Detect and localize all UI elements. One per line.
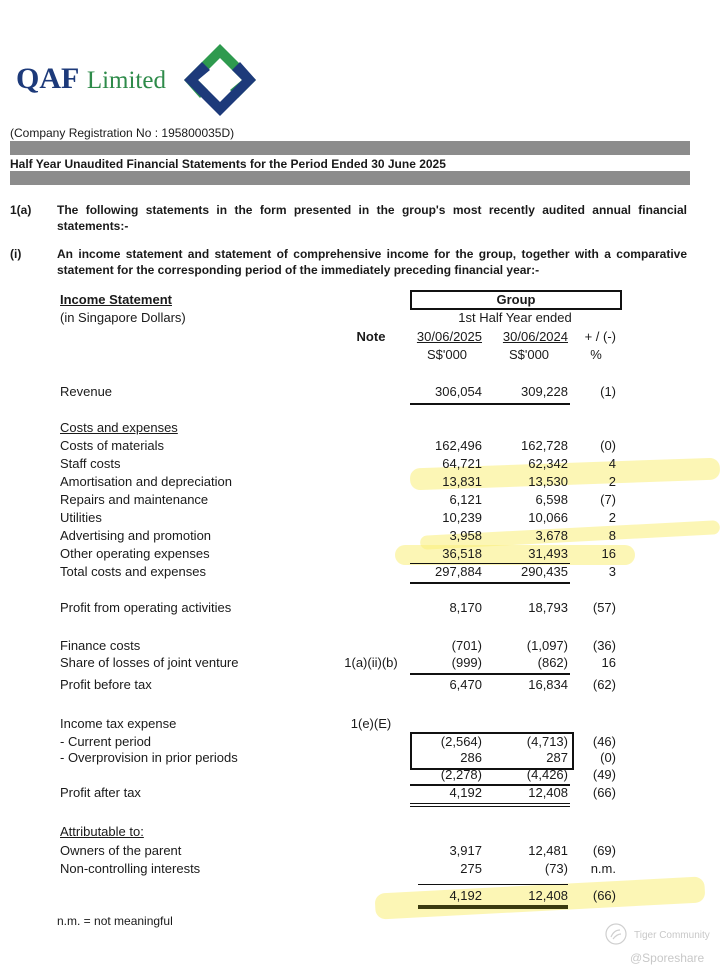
watermark-handle: @Sporeshare [630, 951, 705, 965]
row-change: 2 [608, 510, 616, 525]
row-value-2025: 10,239 [442, 510, 482, 525]
row-change: 16 [601, 655, 616, 670]
table-row [0, 528, 720, 546]
row-label: Finance costs [60, 638, 141, 653]
table-row [0, 716, 720, 734]
table-row [0, 638, 720, 656]
row-value-2025: 36,518 [442, 546, 482, 561]
row-value-2025: (701) [451, 638, 482, 653]
row-value-2025: 4,192 [449, 888, 482, 903]
row-change: 16 [601, 546, 616, 561]
row-change: (36) [592, 638, 616, 653]
row-label: Total costs and expenses [60, 564, 206, 579]
table-row [0, 546, 720, 564]
table-row [0, 785, 720, 803]
row-change: (0) [600, 438, 616, 453]
row-value-2024: 6,598 [535, 492, 568, 507]
table-row [0, 384, 720, 402]
rule-total-costs [410, 582, 570, 584]
row-label: Staff costs [60, 456, 121, 471]
row-value-2025: 162,496 [435, 438, 482, 453]
row-label: Other operating expenses [60, 546, 210, 561]
rule-pat-double-1 [410, 803, 570, 804]
row-value-2025: 275 [460, 861, 482, 876]
row-note: 1(e)(E) [350, 716, 392, 731]
row-value-2024: 10,066 [528, 510, 568, 525]
row-value-2024: 18,793 [528, 600, 568, 615]
row-value-2024: 309,228 [521, 384, 568, 399]
col1-unit: S$'000 [426, 347, 468, 362]
row-label: Non-controlling interests [60, 861, 201, 876]
row-label: Share of losses of joint venture [60, 655, 239, 670]
row-value-2025: (999) [451, 655, 482, 670]
row-change: (49) [592, 767, 616, 782]
footnote: n.m. = not meaningful [57, 914, 173, 928]
table-row [0, 767, 720, 785]
table-row [0, 750, 720, 768]
row-change: 2 [608, 474, 616, 489]
row-change: (46) [592, 734, 616, 749]
change-header: + / (-) [584, 329, 616, 344]
row-label: Profit after tax [60, 785, 141, 800]
row-value-2025: 8,170 [449, 600, 482, 615]
row-note: 1(a)(ii)(b) [344, 655, 398, 670]
row-value-2024: 12,408 [528, 888, 568, 903]
banner-bar-top [10, 141, 690, 155]
row-change: 4 [608, 456, 616, 471]
table-row [0, 438, 720, 456]
col1-date: 30/06/2025 [416, 329, 482, 344]
company-logo-text [16, 62, 166, 96]
row-value-2025: (2,278) [440, 767, 482, 782]
row-value-2025: 3,917 [449, 843, 482, 858]
table-row [0, 600, 720, 618]
report-title: Half Year Unaudited Financial Statements for the Period Ended 30 June 2025 [10, 157, 446, 171]
row-label: Income tax expense [60, 716, 177, 731]
row-value-2024: 16,834 [528, 677, 568, 692]
col2-date: 30/06/2024 [502, 329, 568, 344]
row-label: Costs of materials [60, 438, 165, 453]
rule-attributable-bottom [418, 905, 568, 909]
row-value-2024: 162,728 [521, 438, 568, 453]
company-registration: (Company Registration No : 195800035D) [10, 126, 235, 140]
row-change: (0) [600, 750, 616, 765]
row-value-2025: 306,054 [435, 384, 482, 399]
logo-qaf: QAF [16, 62, 80, 95]
tiger-community-logo-icon [604, 922, 628, 946]
row-change: (7) [600, 492, 616, 507]
table-row [0, 824, 720, 842]
row-value-2024: 3,678 [535, 528, 568, 543]
row-value-2024: (862) [537, 655, 568, 670]
row-value-2024: 62,342 [528, 456, 568, 471]
table-row [0, 420, 720, 438]
row-value-2025: 3,958 [449, 528, 482, 543]
row-label: Revenue [60, 384, 113, 399]
table-row [0, 888, 720, 906]
row-label: Profit from operating activities [60, 600, 232, 615]
table-row [0, 655, 720, 673]
currency-label: (in Singapore Dollars) [60, 310, 186, 325]
row-change: (66) [592, 785, 616, 800]
qaf-logo-icon [180, 40, 260, 120]
row-change: (62) [592, 677, 616, 692]
row-label: Advertising and promotion [60, 528, 212, 543]
section-number-i: (i) [10, 247, 22, 261]
logo-limited: Limited [86, 67, 166, 94]
row-label: - Current period [60, 734, 152, 749]
row-value-2025: 6,121 [449, 492, 482, 507]
table-row [0, 492, 720, 510]
rule-before-tax [410, 673, 570, 675]
section-text-i: An income statement and statement of comprehensive income for the group, together with a comparative statement for the corresponding period of the immediately preceding financial year:- [57, 247, 687, 277]
row-value-2024: (1,097) [526, 638, 568, 653]
row-value-2024: 12,408 [528, 785, 568, 800]
section-text-1a: The following statements in the form presented in the group's most recently audited annual financial statements:- [57, 203, 687, 233]
statement-title: Income Statement [60, 292, 172, 307]
row-value-2024: 290,435 [521, 564, 568, 579]
watermark-tiger-community: Tiger Community [634, 930, 710, 941]
row-change: n.m. [590, 861, 616, 876]
row-value-2024: 287 [546, 750, 568, 765]
row-value-2024: 13,530 [528, 474, 568, 489]
banner-bar-bottom [10, 171, 690, 185]
row-value-2024: (4,426) [526, 767, 568, 782]
row-label: Amortisation and depreciation [60, 474, 232, 489]
row-change: 3 [608, 564, 616, 579]
table-row [0, 843, 720, 861]
change-unit: % [590, 347, 602, 362]
row-value-2024: 12,481 [528, 843, 568, 858]
row-change: (57) [592, 600, 616, 615]
rule-attributable-top [418, 884, 568, 885]
row-value-2025: (2,564) [440, 734, 482, 749]
row-value-2025: 4,192 [449, 785, 482, 800]
row-label: Profit before tax [60, 677, 152, 692]
row-value-2025: 286 [460, 750, 482, 765]
row-label: Utilities [60, 510, 102, 525]
col2-unit: S$'000 [508, 347, 550, 362]
table-row [0, 456, 720, 474]
row-value-2024: 31,493 [528, 546, 568, 561]
row-value-2025: 297,884 [435, 564, 482, 579]
row-value-2024: (4,713) [526, 734, 568, 749]
table-row [0, 474, 720, 492]
row-label: Costs and expenses [60, 420, 178, 435]
row-change: (1) [600, 384, 616, 399]
row-value-2025: 64,721 [442, 456, 482, 471]
note-header: Note [356, 329, 386, 344]
group-label: Group [496, 292, 536, 307]
row-label: Attributable to: [60, 824, 144, 839]
row-label: Owners of the parent [60, 843, 182, 858]
table-row [0, 677, 720, 695]
row-label: - Overprovision in prior periods [60, 750, 238, 765]
period-label: 1st Half Year ended [458, 310, 572, 325]
row-change: 8 [608, 528, 616, 543]
row-change: (66) [592, 888, 616, 903]
section-number-1a: 1(a) [10, 203, 32, 217]
table-row [0, 564, 720, 582]
rule-revenue [410, 403, 570, 405]
row-value-2024: (73) [544, 861, 568, 876]
row-value-2025: 6,470 [449, 677, 482, 692]
row-value-2025: 13,831 [442, 474, 482, 489]
table-row [0, 510, 720, 528]
rule-pat-double-2 [410, 806, 570, 807]
row-label: Repairs and maintenance [60, 492, 209, 507]
table-row [0, 861, 720, 879]
row-change: (69) [592, 843, 616, 858]
group-header-box [410, 290, 622, 310]
